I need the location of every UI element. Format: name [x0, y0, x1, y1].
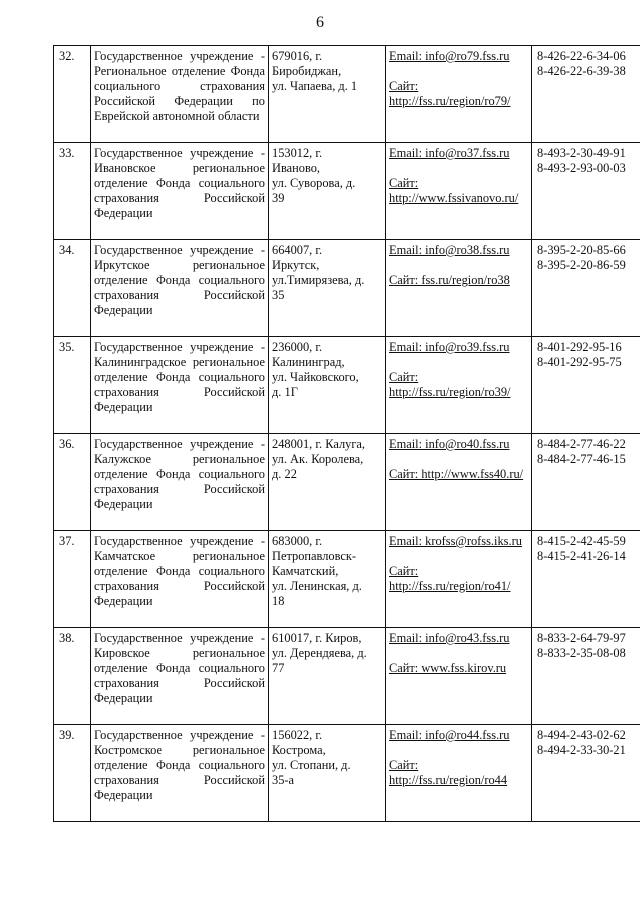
spacer	[389, 452, 528, 467]
organization-name: Государственное учреждение - Ивановское региональное отделение Фонда социального страхования Российской Федерации	[94, 146, 265, 220]
address-line: 39	[272, 191, 285, 205]
row-number: 32.	[59, 49, 75, 63]
address-line: 35-а	[272, 773, 295, 787]
contacts-cell	[386, 143, 532, 240]
spacer	[389, 258, 528, 273]
row-number-cell	[54, 240, 91, 337]
address-line: Камчатский,	[272, 564, 339, 578]
address-cell	[269, 240, 386, 337]
address-line: Биробиджан,	[272, 64, 342, 78]
row-number-cell	[54, 531, 91, 628]
row-number-cell	[54, 46, 91, 143]
website-link[interactable]: Сайт: www.fss.kirov.ru	[389, 661, 507, 675]
contacts-cell	[386, 725, 532, 822]
address-line: 683000, г.	[272, 534, 323, 548]
email-link[interactable]: Email: info@ro37.fss.ru	[389, 146, 510, 160]
email-link[interactable]: Email: krofss@rofss.iks.ru	[389, 534, 522, 548]
phones-cell	[532, 46, 640, 143]
spacer	[389, 646, 528, 661]
organization-name-cell	[91, 143, 269, 240]
organization-name-cell	[91, 531, 269, 628]
row-number-cell	[54, 434, 91, 531]
website-link[interactable]: Сайт: http://fss.ru/region/ro39/	[389, 370, 511, 399]
address-line: 153012, г.	[272, 146, 323, 160]
phone-number: 8-426-22-6-34-06	[537, 49, 626, 63]
row-number: 38.	[59, 631, 75, 645]
address-cell	[269, 143, 386, 240]
address-cell	[269, 46, 386, 143]
spacer	[389, 743, 528, 758]
table-row	[54, 434, 640, 531]
address-cell	[269, 531, 386, 628]
contacts-cell	[386, 434, 532, 531]
address-line: 35	[272, 288, 285, 302]
organization-name-cell	[91, 46, 269, 143]
organization-name: Государственное учреждение - Кировское региональное отделение Фонда социального страхования Российской Федерации	[94, 631, 265, 705]
website-link[interactable]: Сайт: http://fss.ru/region/ro79/	[389, 79, 511, 108]
website-link[interactable]: Сайт: http://www.fssivanovo.ru/	[389, 176, 519, 205]
email-link[interactable]: Email: info@ro43.fss.ru	[389, 631, 510, 645]
row-number: 34.	[59, 243, 75, 257]
address-line: Иркутск,	[272, 258, 320, 272]
address-line: Иваново,	[272, 161, 321, 175]
address-cell	[269, 628, 386, 725]
address-line: Кострома,	[272, 743, 326, 757]
address-line: 18	[272, 594, 285, 608]
website-link[interactable]: Сайт: http://fss.ru/region/ro41/	[389, 564, 511, 593]
organization-name: Государственное учреждение - Иркутское региональное отделение Фонда социального страхования Российской Федерации	[94, 243, 265, 317]
organization-name: Государственное учреждение - Калининградское региональное отделение Фонда социального страхования Российской Федерации	[94, 340, 265, 414]
row-number-cell	[54, 143, 91, 240]
address-line: 610017, г. Киров,	[272, 631, 362, 645]
phone-number: 8-494-2-43-02-62	[537, 728, 626, 742]
organization-name-cell	[91, 725, 269, 822]
phone-number: 8-401-292-95-16	[537, 340, 622, 354]
row-number: 36.	[59, 437, 75, 451]
fss-offices-table	[53, 45, 640, 822]
address-line: ул. Ленинская, д.	[272, 579, 362, 593]
phones-cell	[532, 143, 640, 240]
row-number-cell	[54, 337, 91, 434]
phone-number: 8-493-2-30-49-91	[537, 146, 626, 160]
spacer	[389, 549, 528, 564]
organization-name-cell	[91, 628, 269, 725]
phone-number: 8-395-2-20-86-59	[537, 258, 626, 272]
address-line: ул. Чапаева, д. 1	[272, 79, 358, 93]
organization-name-cell	[91, 240, 269, 337]
address-line: 248001, г. Калуга,	[272, 437, 366, 451]
organization-name: Государственное учреждение - Костромское региональное отделение Фонда социального страхования Российской Федерации	[94, 728, 265, 802]
email-link[interactable]: Email: info@ro79.fss.ru	[389, 49, 510, 63]
phone-number: 8-401-292-95-75	[537, 355, 622, 369]
phone-number: 8-395-2-20-85-66	[537, 243, 626, 257]
email-link[interactable]: Email: info@ro40.fss.ru	[389, 437, 510, 451]
phone-number: 8-415-2-42-45-59	[537, 534, 626, 548]
address-line: д. 1Г	[272, 385, 298, 399]
address-line: ул. Чайковского,	[272, 370, 359, 384]
contacts-cell	[386, 337, 532, 434]
address-line: ул.Тимирязева, д.	[272, 273, 365, 287]
row-number: 39.	[59, 728, 75, 742]
phone-number: 8-484-2-77-46-15	[537, 452, 626, 466]
spacer	[389, 161, 528, 176]
organization-name-cell	[91, 434, 269, 531]
phones-cell	[532, 628, 640, 725]
table-row	[54, 240, 640, 337]
address-line: ул. Суворова, д.	[272, 176, 356, 190]
contacts-cell	[386, 240, 532, 337]
address-cell	[269, 725, 386, 822]
website-link[interactable]: Сайт: http://www.fss40.ru/	[389, 467, 524, 481]
address-line: ул. Дерендяева, д.	[272, 646, 367, 660]
website-link[interactable]: Сайт: http://fss.ru/region/ro44	[389, 758, 508, 787]
organization-name: Государственное учреждение - Камчатское региональное отделение Фонда социального страхования Российской Федерации	[94, 534, 265, 608]
address-line: д. 22	[272, 467, 297, 481]
address-line: ул. Ак. Королева,	[272, 452, 364, 466]
phone-number: 8-493-2-93-00-03	[537, 161, 626, 175]
page-number: 6	[316, 14, 324, 31]
table-row	[54, 46, 640, 143]
row-number: 33.	[59, 146, 75, 160]
spacer	[389, 64, 528, 79]
email-link[interactable]: Email: info@ro39.fss.ru	[389, 340, 510, 354]
row-number-cell	[54, 628, 91, 725]
website-link[interactable]: Сайт: fss.ru/region/ro38	[389, 273, 510, 287]
email-link[interactable]: Email: info@ro44.fss.ru	[389, 728, 510, 742]
contacts-cell	[386, 46, 532, 143]
address-line: 156022, г.	[272, 728, 323, 742]
contacts-cell	[386, 628, 532, 725]
row-number: 35.	[59, 340, 75, 354]
table-row	[54, 143, 640, 240]
phones-cell	[532, 725, 640, 822]
organization-name: Государственное учреждение - Калужское региональное отделение Фонда социального страхования Российской Федерации	[94, 437, 265, 511]
phone-number: 8-415-2-41-26-14	[537, 549, 626, 563]
table-row	[54, 725, 640, 822]
table-row	[54, 628, 640, 725]
address-line: ул. Стопани, д.	[272, 758, 351, 772]
phones-cell	[532, 240, 640, 337]
phone-number: 8-833-2-35-08-08	[537, 646, 626, 660]
organization-name: Государственное учреждение - Региональное отделение Фонда социального страхования Российской Федерации по Еврейской автономной области	[94, 49, 265, 123]
phones-cell	[532, 531, 640, 628]
phone-number: 8-494-2-33-30-21	[537, 743, 626, 757]
address-line: Петропавловск-	[272, 549, 357, 563]
address-line: 236000, г.	[272, 340, 323, 354]
address-line: 77	[272, 661, 285, 675]
phone-number: 8-426-22-6-39-38	[537, 64, 626, 78]
phone-number: 8-484-2-77-46-22	[537, 437, 626, 451]
phones-cell	[532, 337, 640, 434]
table-row	[54, 337, 640, 434]
address-line: 664007, г.	[272, 243, 323, 257]
table-row	[54, 531, 640, 628]
spacer	[389, 355, 528, 370]
email-link[interactable]: Email: info@ro38.fss.ru	[389, 243, 510, 257]
organization-name-cell	[91, 337, 269, 434]
address-line: 679016, г.	[272, 49, 323, 63]
row-number: 37.	[59, 534, 75, 548]
contacts-cell	[386, 531, 532, 628]
address-line: Калининград,	[272, 355, 345, 369]
address-cell	[269, 337, 386, 434]
phones-cell	[532, 434, 640, 531]
address-cell	[269, 434, 386, 531]
row-number-cell	[54, 725, 91, 822]
phone-number: 8-833-2-64-79-97	[537, 631, 626, 645]
